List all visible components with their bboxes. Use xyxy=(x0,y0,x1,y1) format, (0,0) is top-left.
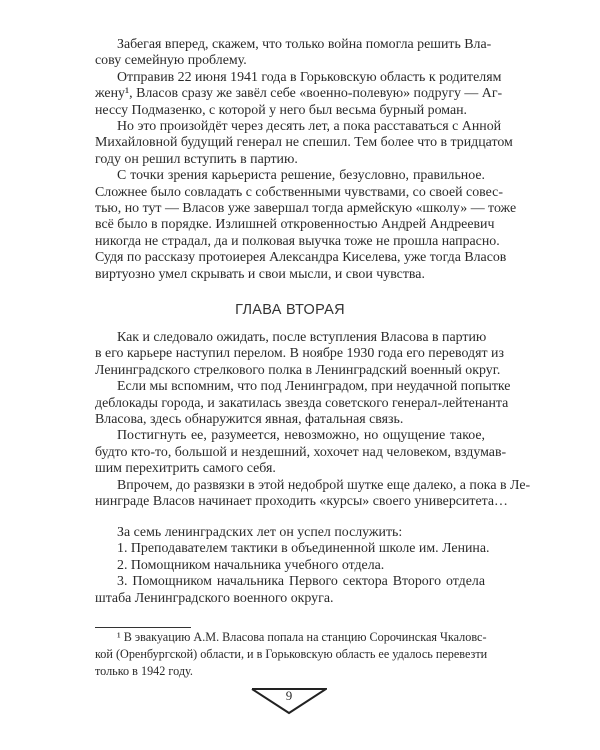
text-line: жену¹, Власов сразу же завёл себе «военно-полевую» подругу — Аг- xyxy=(95,86,503,102)
text-line: сову семейную проблему. xyxy=(95,53,247,69)
text-line: Власова, здесь обнаружится явная, фатальная связь. xyxy=(95,412,404,428)
text-line: будто кто-то, большой и нездешний, хохочет над человеком, вздумав- xyxy=(95,444,507,460)
footnote-divider xyxy=(95,627,191,628)
chapter-heading: ГЛАВА ВТОРАЯ xyxy=(235,302,345,318)
text-line: году он решил вступить в партию. xyxy=(95,151,298,167)
text-line: За семь ленинградских лет он успел послужить: xyxy=(117,525,403,540)
footnote xyxy=(95,629,488,680)
text-line: 2. Помощником начальника учебного отдела. xyxy=(117,557,385,573)
text-line: С точки зрения карьериста решение, безусловно, правильное. xyxy=(117,168,485,184)
section-2 xyxy=(95,330,531,510)
text-line: виртуозно умел скрывать и свои мысли, и свои чувства. xyxy=(95,266,425,282)
text-line: Михайловной будущий генерал не спешил. Тем более что в тридцатом xyxy=(95,135,513,151)
text-line: шим перехитрить самого себя. xyxy=(95,461,276,477)
section-3-list xyxy=(95,525,490,607)
text-line: деблокады города, и закатилась звезда советского генерал-лейтенанта xyxy=(95,395,509,411)
text-line: 1. Преподавателем тактики в объединенной школе им. Ленина. xyxy=(117,541,490,557)
text-line: Забегая вперед, скажем, что только война помогла решить Вла- xyxy=(117,37,492,52)
text-line: в его карьере наступил перелом. В ноябре 1930 года его переводят из xyxy=(95,346,504,362)
text-line: Постигнуть ее, разумеется, невозможно, но ощущение такое, xyxy=(117,428,485,444)
text-line: Сложнее было совладать с собственными чувствами, со своей совес- xyxy=(95,184,503,200)
text-line: всё было в порядке. Излишней откровенностью Андрей Андреевич xyxy=(95,217,495,233)
text-line: Судя по рассказу протоиерея Александра Киселева, уже тогда Власов xyxy=(95,250,507,266)
text-line: Если мы вспомним, что под Ленинградом, при неудачной попытке xyxy=(117,379,511,395)
text-line: Как и следовало ожидать, после вступления Власова в партию xyxy=(117,330,487,345)
text-line: никогда не страдал, да и полковая выучка тоже не прошла напрасно. xyxy=(95,233,500,249)
text-line: Впрочем, до развязки в этой недоброй шутке еще далеко, а пока в Ле- xyxy=(117,477,531,493)
text-line: нинграде Власов начинает проходить «курсы» своего университета… xyxy=(95,494,508,510)
page-number-badge xyxy=(251,687,327,715)
text-line: ¹ В эвакуацию А.М. Власова попала на станцию Сорочинская Чкаловс- xyxy=(117,630,487,644)
text-line: только в 1942 году. xyxy=(95,664,193,678)
text-line: Ленинградского стрелкового полка в Ленинградский военный округ. xyxy=(95,362,501,378)
page-number: 9 xyxy=(285,688,293,703)
text-line: тью, но тут — Власов уже завершал тогда армейскую «школу» — тоже xyxy=(95,201,517,217)
text-line: нессу Подмазенко, с которой у него был весьма бурный роман. xyxy=(95,102,468,118)
text-line: кой (Оренбургской) области, и в Горьковскую область ее удалось перевезти xyxy=(95,647,488,661)
text-line: Но это произойдёт через десять лет, а пока расставаться с Анной xyxy=(117,119,502,135)
text-line: штаба Ленинградского военного округа. xyxy=(95,590,334,606)
text-line: Отправив 22 июня 1941 года в Горьковскую область к родителям xyxy=(117,69,502,85)
section-1 xyxy=(95,37,517,283)
text-line: 3. Помощником начальника Первого сектора Второго отдела xyxy=(117,574,485,590)
